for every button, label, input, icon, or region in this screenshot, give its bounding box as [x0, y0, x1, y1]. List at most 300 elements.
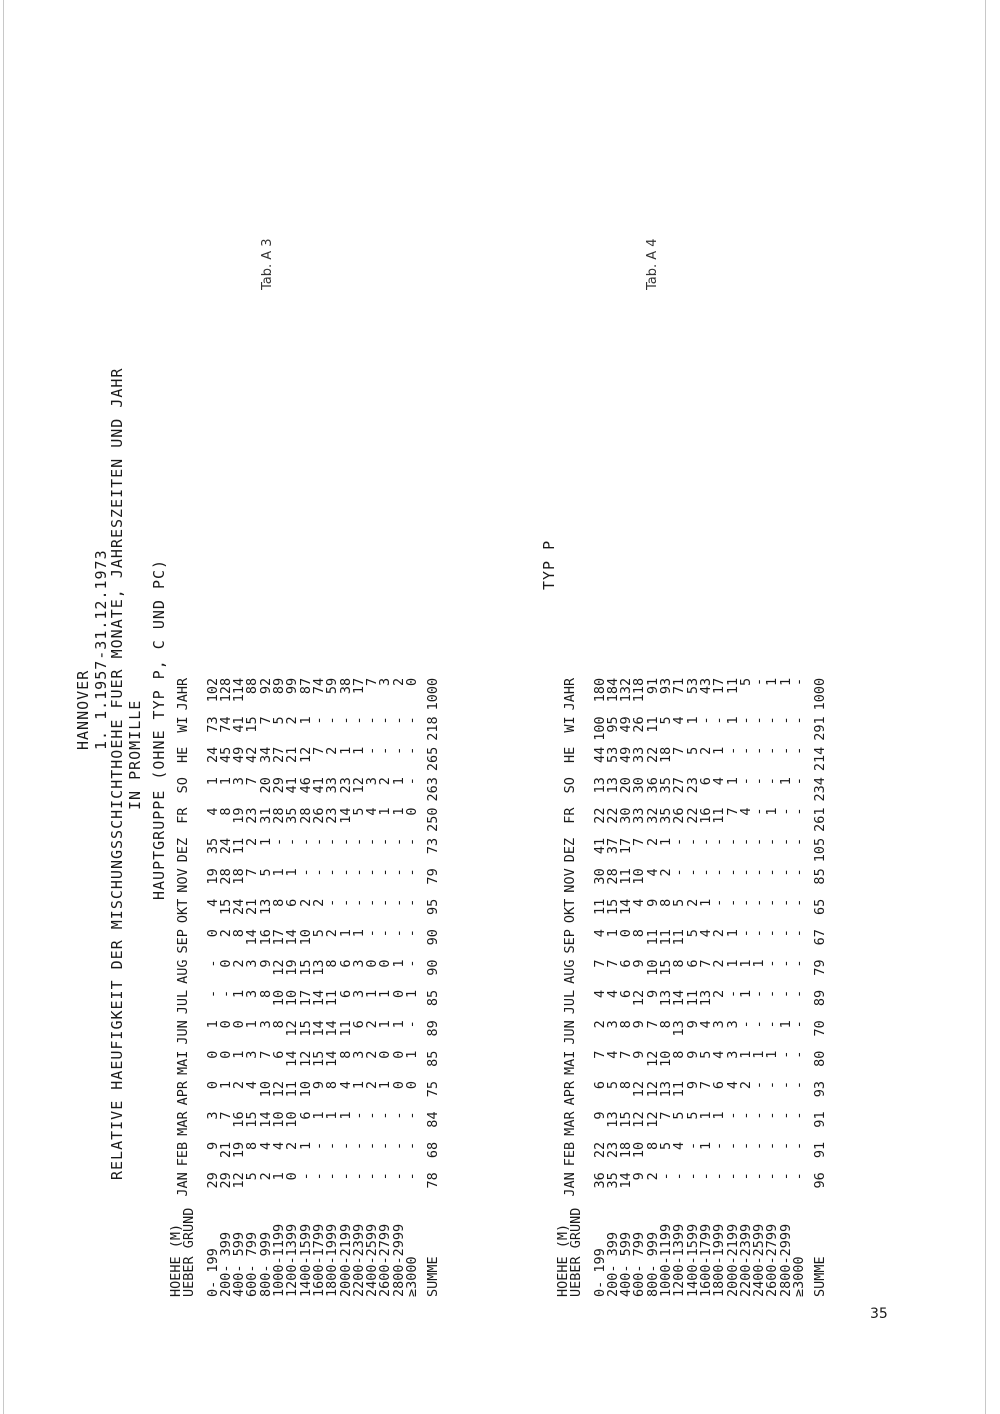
cell-value: 13: [310, 959, 327, 976]
cell-value: -: [777, 989, 794, 998]
cell-value: 41: [231, 716, 248, 733]
table-row: [673, 675, 686, 1300]
cell-value: -: [724, 837, 741, 847]
sum-value: 90: [425, 929, 442, 946]
cell-value: -: [310, 1172, 327, 1181]
cell-value: 4: [591, 929, 608, 938]
cell-value: 2: [284, 1141, 301, 1150]
cell-value: -: [337, 1141, 354, 1150]
cell-value: 1: [604, 929, 621, 938]
cell-value: -: [737, 777, 754, 786]
cell-value: -: [737, 1141, 754, 1150]
cell-value: 1: [337, 929, 354, 938]
cell-value: 7: [671, 746, 688, 755]
cell-value: -: [764, 716, 781, 725]
cell-value: 15: [604, 898, 621, 915]
cell-value: 118: [631, 677, 648, 703]
cell-value: -: [404, 1172, 421, 1181]
cell-value: -: [297, 868, 314, 877]
table-body: [204, 675, 442, 1300]
sum-value: 79: [812, 959, 829, 976]
cell-value: 1: [724, 777, 741, 786]
cell-value: 21: [217, 1141, 234, 1159]
table-typ-p: [557, 675, 828, 1300]
cell-value: 4: [697, 929, 714, 938]
cell-value: 180: [591, 677, 608, 703]
cell-value: 89: [271, 677, 288, 695]
cell-value: -: [271, 837, 288, 847]
sum-value: 250: [425, 807, 442, 832]
row-label: 1600-1799: [697, 1223, 714, 1297]
cell-value: 3: [350, 989, 367, 998]
cell-value: -: [737, 1020, 754, 1029]
cell-value: 99: [284, 677, 301, 695]
table-row: [353, 675, 366, 1300]
cell-value: 3: [350, 1050, 367, 1059]
cell-value: 1: [297, 1141, 314, 1150]
cell-value: 5: [671, 1111, 688, 1120]
cell-value: -: [711, 1172, 728, 1181]
cell-value: 0: [404, 807, 421, 816]
cell-value: 53: [684, 677, 701, 695]
cell-value: -: [751, 837, 768, 847]
cell-value: -: [377, 716, 394, 725]
column-header: MAI: [561, 1050, 578, 1076]
cell-value: -: [364, 1111, 381, 1120]
cell-value: 5: [271, 716, 288, 725]
cell-value: 6: [618, 959, 635, 968]
cell-value: 11: [671, 929, 688, 946]
cell-value: -: [404, 746, 421, 755]
cell-value: 3: [204, 1111, 221, 1120]
cell-value: 9: [204, 1141, 221, 1150]
cell-value: -: [297, 1172, 314, 1181]
cell-value: -: [751, 1111, 768, 1120]
cell-value: 5: [684, 1111, 701, 1120]
cell-value: 3: [604, 1020, 621, 1029]
cell-value: 1: [377, 807, 394, 816]
cell-value: 8: [618, 1081, 635, 1090]
cell-value: 8: [271, 898, 288, 907]
row-label: 200- 399: [604, 1231, 621, 1297]
row-label: 1800-1999: [711, 1223, 728, 1297]
cell-value: -: [364, 868, 381, 877]
table-row: [620, 675, 633, 1300]
cell-value: -: [697, 716, 714, 725]
column-header: JAN: [561, 1172, 578, 1197]
cell-value: -: [791, 929, 808, 938]
cell-value: -: [764, 1020, 781, 1029]
cell-value: 17: [711, 677, 728, 695]
cell-value: -: [217, 989, 234, 998]
cell-value: 10: [271, 1111, 288, 1128]
cell-value: 10: [284, 989, 301, 1007]
cell-value: -: [737, 716, 754, 725]
sum-value: 263: [425, 777, 442, 802]
cell-value: -: [764, 1081, 781, 1090]
cell-value: 5: [671, 898, 688, 907]
cell-value: 21: [244, 898, 261, 915]
cell-value: 10: [631, 1141, 648, 1159]
cell-value: 0: [217, 1020, 234, 1029]
cell-value: -: [337, 1172, 354, 1181]
cell-value: -: [777, 807, 794, 816]
cell-value: -: [791, 1141, 808, 1150]
sum-row: [806, 675, 827, 1300]
cell-value: 8: [324, 959, 341, 968]
row-label: 2200-2399: [350, 1223, 367, 1297]
cell-value: -: [751, 1172, 768, 1181]
cell-value: 22: [604, 807, 621, 824]
cell-value: 7: [724, 807, 741, 816]
cell-value: -: [737, 837, 754, 847]
cell-value: 45: [217, 746, 234, 763]
cell-value: 24: [231, 898, 248, 915]
cell-value: -: [377, 1111, 394, 1120]
table-row: [273, 675, 286, 1300]
cell-value: 12: [271, 1081, 288, 1098]
cell-value: -: [737, 746, 754, 755]
cell-value: 24: [204, 746, 221, 763]
cell-value: 3: [244, 1050, 261, 1059]
cell-value: 11: [644, 929, 661, 946]
tab-label-a3: Tab. A 3: [260, 238, 275, 290]
cell-value: 35: [658, 807, 675, 824]
cell-value: -: [724, 989, 741, 998]
cell-value: -: [204, 959, 221, 968]
sum-value: 90: [425, 959, 442, 976]
height-column-header: [170, 1200, 207, 1300]
cell-value: 2: [364, 1020, 381, 1029]
cell-value: -: [404, 929, 421, 938]
cell-value: -: [764, 868, 781, 877]
cell-value: -: [404, 959, 421, 968]
cell-value: 8: [658, 898, 675, 907]
cell-value: 1: [737, 989, 754, 998]
document-title: RELATIVE HAEUFIGKEIT DER MISCHUNGSSCHICHTHOEHE FUER MONATE, JAHRESZEITEN UND JAHR: [108, 367, 126, 1180]
cell-value: 19: [204, 868, 221, 885]
cell-value: 13: [604, 777, 621, 794]
cell-value: 18: [618, 1141, 635, 1159]
cell-value: 1: [737, 1050, 754, 1059]
cell-value: 10: [271, 989, 288, 1007]
cell-value: -: [390, 716, 407, 725]
cell-value: 6: [618, 989, 635, 998]
cell-value: 1: [711, 1111, 728, 1120]
cell-value: 95: [604, 716, 621, 733]
cell-value: 36: [644, 777, 661, 794]
cell-value: 27: [671, 777, 688, 794]
cell-value: 6: [711, 1081, 728, 1090]
cell-value: 4: [711, 777, 728, 786]
cell-value: -: [737, 1111, 754, 1120]
cell-value: -: [684, 868, 701, 877]
cell-value: -: [324, 1172, 341, 1181]
cell-value: 5: [310, 929, 327, 938]
rotated-content: [70, 0, 930, 1350]
sum-value: 68: [425, 1141, 442, 1159]
cell-value: 0: [377, 959, 394, 968]
cell-value: 8: [631, 929, 648, 938]
cell-value: 11: [284, 1081, 301, 1098]
column-header: SEP: [561, 929, 578, 954]
cell-value: 0: [390, 1050, 407, 1059]
cell-value: 9: [631, 1172, 648, 1181]
cell-value: 14: [284, 929, 301, 946]
table-body: [591, 675, 829, 1300]
group-title-typ-p: TYP P: [540, 539, 558, 590]
sum-value: 85: [425, 989, 442, 1007]
column-header: DEZ: [561, 837, 578, 863]
scan-edge-left: [3, 0, 4, 1414]
cell-value: 3: [244, 959, 261, 968]
cell-value: -: [764, 898, 781, 907]
cell-value: 19: [231, 1141, 248, 1159]
table-row: [233, 675, 246, 1300]
row-label: 1600-1799: [310, 1223, 327, 1297]
cell-value: 1: [404, 1050, 421, 1059]
cell-value: 1: [764, 677, 781, 686]
cell-value: 14: [618, 898, 635, 915]
column-header: MAI: [174, 1050, 191, 1076]
row-label: 800- 999: [644, 1231, 661, 1297]
cell-value: -: [364, 837, 381, 847]
cell-value: 1: [271, 1172, 288, 1181]
cell-value: 15: [217, 898, 234, 915]
cell-value: 1: [777, 777, 794, 786]
cell-value: 2: [644, 1172, 661, 1181]
cell-value: -: [724, 898, 741, 907]
cell-value: 15: [297, 959, 314, 976]
sum-value: 1000: [812, 677, 829, 711]
cell-value: 59: [324, 677, 341, 695]
cell-value: -: [791, 1111, 808, 1120]
cell-value: 2: [310, 898, 327, 907]
cell-value: 1: [271, 868, 288, 877]
cell-value: 14: [324, 1050, 341, 1067]
cell-value: -: [697, 837, 714, 847]
cell-value: 14: [618, 1172, 635, 1189]
cell-value: 11: [684, 989, 701, 1007]
cell-value: 1: [751, 959, 768, 968]
row-label: 400- 599: [618, 1231, 635, 1297]
cell-value: 5: [697, 1050, 714, 1059]
cell-value: 43: [697, 677, 714, 695]
cell-value: 9: [684, 1081, 701, 1090]
row-label: 200- 399: [217, 1231, 234, 1297]
row-label: 2000-2199: [337, 1223, 354, 1297]
cell-value: -: [404, 1141, 421, 1150]
cell-value: 0: [204, 929, 221, 938]
cell-value: 12: [644, 1111, 661, 1128]
table-row: [740, 675, 753, 1300]
row-label: 2400-2599: [751, 1223, 768, 1297]
cell-value: 0: [390, 1081, 407, 1090]
cell-value: 23: [244, 807, 261, 824]
cell-value: 88: [244, 677, 261, 695]
cell-value: 0: [618, 929, 635, 938]
row-label: 1200-1399: [671, 1223, 688, 1297]
cell-value: -: [684, 837, 701, 847]
cell-value: 14: [310, 1020, 327, 1037]
cell-value: 1: [724, 959, 741, 968]
cell-value: -: [751, 746, 768, 755]
cell-value: -: [737, 929, 754, 938]
cell-value: 1: [390, 959, 407, 968]
cell-value: 30: [631, 777, 648, 794]
cell-value: 73: [204, 716, 221, 733]
column-header: JAHR: [174, 677, 191, 711]
column-header: JAHR: [561, 677, 578, 711]
cell-value: 2: [231, 959, 248, 968]
sum-value: 80: [812, 1050, 829, 1067]
cell-value: 13: [658, 1081, 675, 1098]
cell-value: -: [764, 959, 781, 968]
cell-value: 13: [257, 898, 274, 915]
cell-value: 37: [604, 837, 621, 855]
cell-value: 19: [231, 807, 248, 824]
cell-value: -: [404, 1111, 421, 1120]
cell-value: -: [390, 837, 407, 847]
cell-value: 36: [591, 1172, 608, 1189]
column-header: HE: [561, 746, 578, 763]
cell-value: -: [671, 837, 688, 847]
cell-value: -: [791, 989, 808, 998]
cell-value: 13: [591, 777, 608, 794]
row-label: 1800-1999: [324, 1223, 341, 1297]
cell-value: 8: [271, 1020, 288, 1029]
column-header: FR: [174, 807, 191, 824]
row-label: 0- 199: [204, 1248, 221, 1297]
cell-value: 114: [231, 677, 248, 703]
cell-value: 35: [604, 1172, 621, 1189]
cell-value: 3: [244, 989, 261, 998]
cell-value: 33: [324, 777, 341, 794]
cell-value: 15: [244, 716, 261, 733]
cell-value: 49: [618, 746, 635, 763]
cell-value: -: [404, 716, 421, 725]
cell-value: -: [364, 1141, 381, 1150]
cell-value: -: [350, 1172, 367, 1181]
cell-value: 9: [631, 1020, 648, 1029]
cell-value: 1: [390, 807, 407, 816]
cell-value: 2: [390, 677, 407, 686]
cell-value: 22: [684, 807, 701, 824]
cell-value: -: [791, 777, 808, 786]
cell-value: 1: [350, 929, 367, 938]
table-row: [246, 675, 259, 1300]
cell-value: 11: [658, 929, 675, 946]
cell-value: 2: [711, 959, 728, 968]
cell-value: 2: [684, 898, 701, 907]
cell-value: -: [364, 746, 381, 755]
cell-value: -: [751, 677, 768, 686]
row-label: ≥3000: [404, 1256, 421, 1297]
cell-value: 19: [284, 959, 301, 976]
column-header: FR: [561, 807, 578, 824]
cell-value: -: [751, 807, 768, 816]
cell-value: -: [764, 746, 781, 755]
column-header: WI: [561, 716, 578, 733]
sum-value: 96: [812, 1172, 829, 1189]
cell-value: -: [404, 777, 421, 786]
cell-value: -: [671, 1172, 688, 1181]
column-header: JUL: [174, 989, 191, 1015]
cell-value: 7: [257, 1050, 274, 1059]
cell-value: 41: [310, 777, 327, 794]
cell-value: 4: [337, 1081, 354, 1090]
cell-value: 13: [658, 989, 675, 1007]
cell-value: 11: [324, 989, 341, 1007]
cell-value: -: [337, 868, 354, 877]
cell-value: 4: [697, 1020, 714, 1029]
sum-value: 85: [425, 1050, 442, 1067]
sum-label: SUMME: [425, 1256, 442, 1297]
cell-value: 0: [217, 1050, 234, 1059]
cell-value: 6: [337, 989, 354, 998]
column-header: OKT: [561, 898, 578, 924]
cell-value: 8: [618, 1020, 635, 1029]
column-header: DEZ: [174, 837, 191, 863]
cell-value: -: [711, 898, 728, 907]
cell-value: 12: [631, 1111, 648, 1128]
cell-value: 15: [310, 1050, 327, 1067]
column-header: AUG: [561, 959, 578, 984]
cell-value: 1: [257, 837, 274, 847]
cell-value: 35: [658, 777, 675, 794]
cell-value: 6: [297, 1111, 314, 1120]
cell-value: 28: [271, 807, 288, 824]
cell-value: 2: [364, 1081, 381, 1090]
column-header: NOV: [174, 868, 191, 893]
cell-value: 6: [684, 959, 701, 968]
cell-value: -: [777, 837, 794, 847]
cell-value: 1: [390, 777, 407, 786]
cell-value: 11: [618, 868, 635, 885]
cell-value: 12: [644, 1081, 661, 1098]
cell-value: 26: [671, 807, 688, 824]
table-row: [753, 675, 766, 1300]
cell-value: -: [364, 898, 381, 907]
table-row: [633, 675, 646, 1300]
cell-value: 41: [284, 777, 301, 794]
column-header: WI: [174, 716, 191, 733]
cell-value: 3: [711, 1020, 728, 1029]
cell-value: 0: [217, 959, 234, 968]
cell-value: -: [390, 1141, 407, 1150]
cell-value: 13: [697, 989, 714, 1007]
cell-value: 17: [271, 929, 288, 946]
cell-value: 12: [297, 1050, 314, 1067]
tab-label-a4: Tab. A 4: [645, 238, 660, 290]
sum-value: 89: [425, 1020, 442, 1037]
cell-value: 1: [337, 1111, 354, 1120]
cell-value: 12: [350, 777, 367, 794]
column-header: SO: [174, 777, 191, 794]
cell-value: 1: [217, 1081, 234, 1090]
cell-value: -: [350, 898, 367, 907]
cell-value: -: [737, 868, 754, 877]
column-header: HE: [174, 746, 191, 763]
sum-value: 84: [425, 1111, 442, 1128]
cell-value: -: [284, 837, 301, 847]
cell-value: 12: [271, 959, 288, 976]
cell-value: -: [310, 868, 327, 877]
cell-value: -: [791, 898, 808, 907]
cell-value: -: [350, 716, 367, 725]
cell-value: -: [204, 989, 221, 998]
cell-value: 4: [604, 1050, 621, 1059]
